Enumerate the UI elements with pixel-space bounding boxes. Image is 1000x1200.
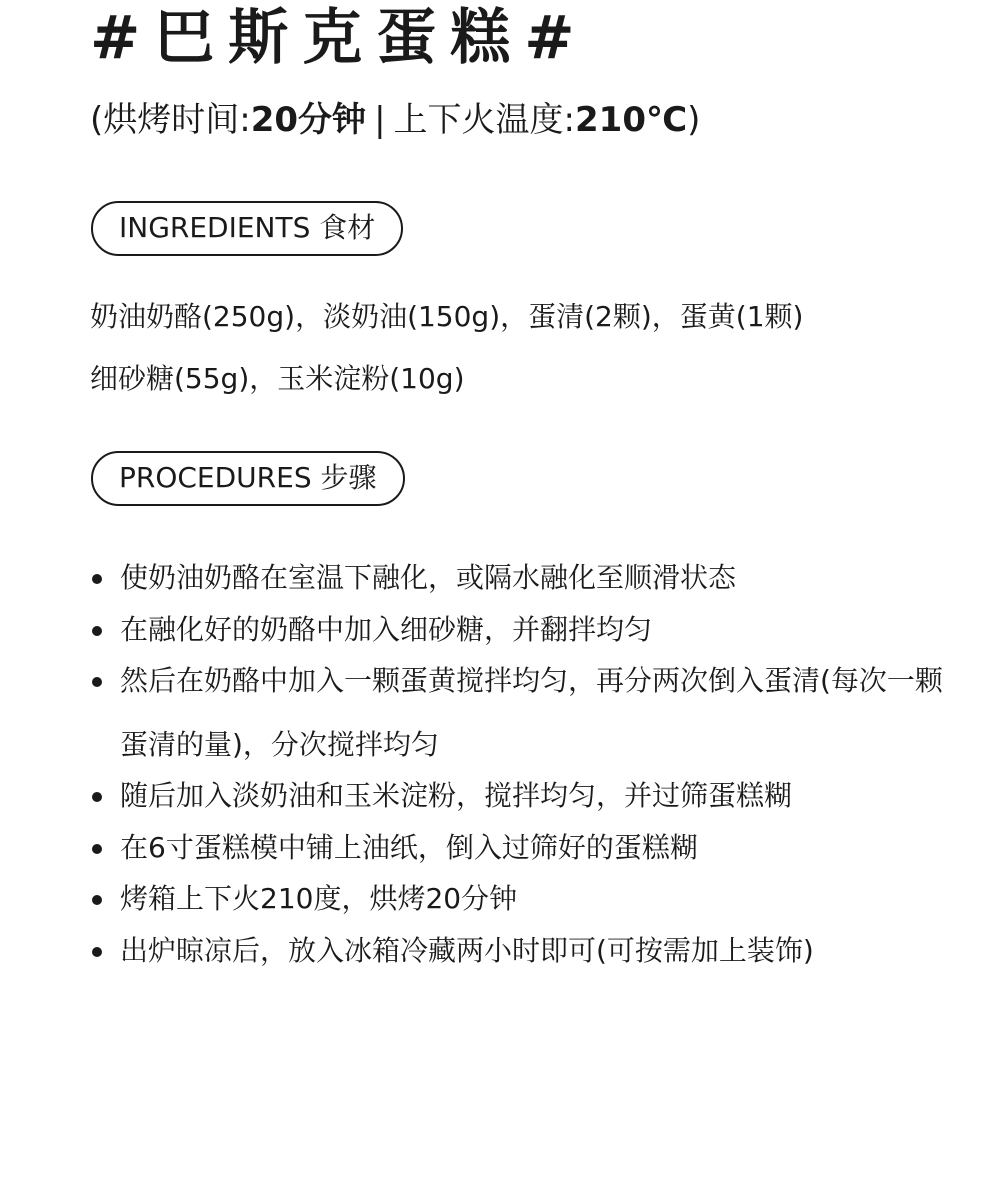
- baking-time: 20分钟: [250, 100, 367, 140]
- ingredients-heading: INGREDIENTS 食材: [91, 201, 403, 256]
- baking-info-separator: |: [374, 100, 386, 140]
- procedure-step: [90, 649, 970, 776]
- ingredients-line: 细砂糖(55g)，玉米淀粉(10g): [90, 362, 465, 395]
- recipe-title: #巴斯克蛋糕#: [90, 3, 589, 73]
- procedure-step-text: 烤箱上下火210度，烘烤20分钟: [120, 882, 518, 915]
- procedure-step-text: 然后在奶酪中加入一颗蛋黄搅拌均匀，再分两次倒入蛋清(每次一颗蛋清的量)，分次搅拌均匀: [120, 664, 943, 761]
- ingredients-line: 奶油奶酪(250g)，淡奶油(150g)，蛋清(2颗)，蛋黄(1颗): [90, 300, 804, 333]
- bullet-icon: [92, 895, 102, 905]
- procedure-steps-list: [90, 546, 970, 982]
- procedure-step-text: 在融化好的奶酪中加入细砂糖，并翻拌均匀: [120, 612, 653, 646]
- baking-info: [90, 94, 700, 146]
- baking-info-open: (烘烤时间:: [90, 100, 251, 140]
- bullet-icon: [92, 677, 102, 687]
- bullet-icon: [92, 947, 102, 957]
- bullet-icon: [92, 626, 102, 636]
- temperature-label: 上下火温度:: [393, 100, 575, 140]
- bullet-icon: [92, 792, 102, 802]
- procedure-step-text: 随后加入淡奶油和玉米淀粉，搅拌均匀，并过筛蛋糕糊: [120, 779, 793, 812]
- bullet-icon: [92, 844, 102, 854]
- procedure-step-text: 在6寸蛋糕模中铺上油纸，倒入过筛好的蛋糕糊: [120, 830, 698, 864]
- procedure-step-text: 出炉晾凉后，放入冰箱冷藏两小时即可(可按需加上装饰): [120, 933, 814, 967]
- baking-info-close: ): [687, 100, 701, 140]
- bullet-icon: [92, 574, 102, 584]
- procedure-step-text: 使奶油奶酪在室温下融化，或隔水融化至顺滑状态: [120, 561, 737, 594]
- procedures-heading: PROCEDURES 步骤: [91, 451, 405, 506]
- procedure-step: [90, 919, 970, 983]
- baking-temperature: 210℃: [575, 100, 688, 140]
